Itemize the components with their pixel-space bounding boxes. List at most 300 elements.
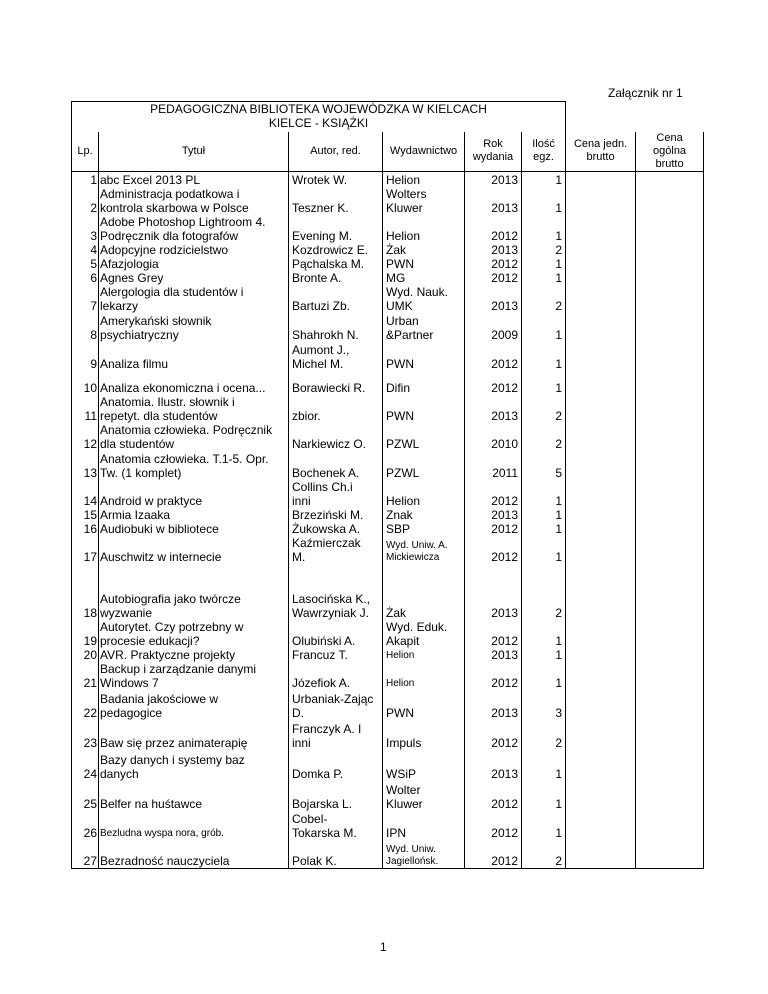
- cell-line: M.: [292, 549, 306, 564]
- cell-ilosc: 2: [522, 243, 566, 257]
- table-row: [72, 662, 704, 690]
- cell-wydawnictwo: [383, 480, 465, 508]
- cell-lp: 21: [72, 662, 99, 690]
- cell-wydawnictwo: [383, 522, 465, 536]
- cell-cena-ogolna: [636, 750, 704, 781]
- cell-wydawnictwo: [383, 840, 465, 869]
- cell-tytul: [99, 522, 289, 536]
- cell-ilosc: 3: [522, 690, 566, 720]
- cell-cena-ogolna: [636, 840, 704, 869]
- cell-wydawnictwo: [383, 536, 465, 564]
- cell-line: Analiza filmu: [100, 356, 169, 371]
- cell-line: Znak: [386, 507, 413, 522]
- cell-line: psychiatryczny: [100, 327, 179, 342]
- cell-cena-ogolna: [636, 451, 704, 480]
- book-table: [71, 101, 704, 869]
- cell-rok: 2012: [465, 840, 522, 869]
- cell-cena-ogolna: [636, 271, 704, 285]
- cell-line: Bochenek A.: [292, 465, 360, 480]
- cell-tytul: [99, 271, 289, 285]
- cell-ilosc: 1: [522, 648, 566, 662]
- cell-autor: [289, 648, 383, 662]
- cell-wydawnictwo: [383, 215, 465, 243]
- cell-wydawnictwo: [383, 720, 465, 750]
- cell-line: Autorytet. Czy potrzebny w: [100, 619, 244, 634]
- cell-line: Żak: [386, 242, 407, 257]
- cell-line: Agnes Grey: [100, 270, 164, 285]
- cell-lp: 11: [72, 395, 99, 423]
- cell-line: Kaźmierczak: [292, 535, 361, 550]
- cell-cena-jedn: [566, 508, 636, 522]
- cell-line: Shahrokh N.: [292, 327, 359, 342]
- cell-line: Helion: [386, 493, 421, 508]
- cell-lp: 9: [72, 342, 99, 371]
- cell-rok: 2012: [465, 620, 522, 648]
- cell-cena-ogolna: [636, 662, 704, 690]
- cell-lp: 8: [72, 313, 99, 342]
- cell-autor: [289, 720, 383, 750]
- cell-line: Difin: [386, 380, 411, 395]
- cell-tytul: [99, 243, 289, 257]
- cell-line: PZWL: [386, 436, 420, 451]
- cell-cena-jedn: [566, 215, 636, 243]
- cell-ilosc: 1: [522, 620, 566, 648]
- table-row: [72, 271, 704, 285]
- table-row: [72, 648, 704, 662]
- cell-ilosc: 1: [522, 215, 566, 243]
- cell-lp: 24: [72, 750, 99, 781]
- cell-autor: [289, 423, 383, 451]
- cell-lp: 5: [72, 257, 99, 271]
- cell-autor: [289, 690, 383, 720]
- cell-cena-ogolna: [636, 508, 704, 522]
- cell-line: Jagiellońsk.: [386, 856, 439, 867]
- cell-ilosc: 5: [522, 451, 566, 480]
- cell-autor: [289, 662, 383, 690]
- cell-line: Pąchalska M.: [292, 256, 365, 271]
- header-ilosc: Ilość egz.: [522, 132, 566, 172]
- header-tytul: Tytuł: [99, 132, 289, 172]
- cell-ilosc: 2: [522, 285, 566, 313]
- cell-line: Autobiografia jako twórcze: [100, 591, 241, 606]
- cell-cena-jedn: [566, 285, 636, 313]
- header-cena-jedn: Cena jedn. brutto: [566, 132, 636, 172]
- cell-line: PWN: [386, 356, 414, 371]
- cell-rok: 2012: [465, 536, 522, 564]
- cell-wydawnictwo: [383, 508, 465, 522]
- cell-rok: 2010: [465, 423, 522, 451]
- table-row: [72, 451, 704, 480]
- cell-wydawnictwo: [383, 451, 465, 480]
- cell-line: Badania jakościowe w: [100, 691, 219, 706]
- cell-wydawnictwo: [383, 648, 465, 662]
- cell-lp: 13: [72, 451, 99, 480]
- table-row: [72, 423, 704, 451]
- cell-line: Józefiok A.: [292, 675, 351, 690]
- table-row: [72, 243, 704, 257]
- table-row: [72, 187, 704, 215]
- cell-line: Żukowska A.: [292, 521, 361, 536]
- cell-cena-jedn: [566, 342, 636, 371]
- cell-line: Bartuzi Zb.: [292, 298, 351, 313]
- cell-line: danych: [100, 766, 139, 781]
- cell-line: AVR. Praktyczne projekty: [100, 647, 236, 662]
- table-row: [72, 215, 704, 243]
- cell-cena-ogolna: [636, 811, 704, 840]
- cell-wydawnictwo: [383, 313, 465, 342]
- cell-line: Wyd. Uniw.: [386, 844, 436, 855]
- cell-autor: [289, 371, 383, 395]
- cell-lp: 17: [72, 536, 99, 564]
- cell-lp: 18: [72, 564, 99, 620]
- cell-ilosc: 2: [522, 395, 566, 423]
- cell-cena-ogolna: [636, 620, 704, 648]
- cell-line: procesie edukacji?: [100, 633, 200, 648]
- cell-rok: 2013: [465, 508, 522, 522]
- cell-lp: 25: [72, 781, 99, 811]
- cell-cena-ogolna: [636, 648, 704, 662]
- table-row: [72, 371, 704, 395]
- cell-lp: 14: [72, 480, 99, 508]
- cell-line: Teszner K.: [292, 200, 349, 215]
- cell-wydawnictwo: [383, 285, 465, 313]
- cell-line: Evening M.: [292, 228, 353, 243]
- cell-line: Mickiewicza: [386, 551, 440, 563]
- cell-lp: 4: [72, 243, 99, 257]
- cell-line: Bojarska L.: [292, 796, 353, 811]
- cell-autor: [289, 342, 383, 371]
- cell-ilosc: 2: [522, 564, 566, 620]
- cell-lp: 12: [72, 423, 99, 451]
- cell-cena-jedn: [566, 662, 636, 690]
- cell-ilosc: 1: [522, 508, 566, 522]
- header-wydawnictwo: Wydawnictwo: [383, 132, 465, 172]
- cell-line: Brzeziński M.: [292, 507, 364, 522]
- cell-rok: 2011: [465, 451, 522, 480]
- table-row: [72, 750, 704, 781]
- cell-tytul: [99, 750, 289, 781]
- cell-line: lekarzy: [100, 298, 139, 313]
- cell-line: Bezludna wyspa nora, grób.: [100, 827, 224, 839]
- cell-line: Helion: [386, 172, 421, 187]
- header-cena-ogolna: Cena ogólna brutto: [636, 132, 704, 172]
- cell-line: Żak: [386, 605, 407, 620]
- cell-lp: 6: [72, 271, 99, 285]
- cell-tytul: [99, 811, 289, 840]
- cell-line: Wyd. Eduk.: [386, 619, 448, 634]
- table-row: [72, 342, 704, 371]
- header-rok: Rok wydania: [465, 132, 522, 172]
- cell-wydawnictwo: [383, 662, 465, 690]
- cell-line: zbior.: [292, 408, 321, 423]
- cell-line: Armia Izaaka: [100, 507, 171, 522]
- cell-autor: [289, 243, 383, 257]
- cell-cena-jedn: [566, 620, 636, 648]
- cell-rok: 2012: [465, 215, 522, 243]
- cell-line: Borawiecki R.: [292, 380, 366, 395]
- cell-cena-ogolna: [636, 313, 704, 342]
- cell-line: UMK: [386, 298, 413, 313]
- cell-line: Anatomia człowieka. T.1-5. Opr.: [100, 451, 269, 466]
- cell-lp: 1: [72, 172, 99, 187]
- cell-autor: [289, 522, 383, 536]
- cell-line: Tw. (1 komplet): [100, 465, 182, 480]
- cell-line: PWN: [386, 256, 414, 271]
- cell-cena-jedn: [566, 811, 636, 840]
- cell-line: wyzwanie: [100, 605, 153, 620]
- cell-rok: 2009: [465, 313, 522, 342]
- cell-line: Adobe Photoshop Lightroom 4.: [100, 214, 266, 229]
- table-row: [72, 172, 704, 187]
- cell-lp: 22: [72, 690, 99, 720]
- cell-line: Belfer na huśtawce: [100, 796, 203, 811]
- cell-line: Akapit: [386, 633, 420, 648]
- cell-tytul: [99, 720, 289, 750]
- cell-ilosc: 1: [522, 271, 566, 285]
- cell-lp: 27: [72, 840, 99, 869]
- cell-tytul: [99, 662, 289, 690]
- cell-lp: 26: [72, 811, 99, 840]
- cell-line: Adopcyjne rodzicielstwo: [100, 242, 229, 257]
- cell-tytul: [99, 285, 289, 313]
- cell-autor: [289, 620, 383, 648]
- cell-line: PWN: [386, 705, 414, 720]
- cell-wydawnictwo: [383, 371, 465, 395]
- cell-wydawnictwo: [383, 690, 465, 720]
- table-row: [72, 690, 704, 720]
- cell-cena-jedn: [566, 243, 636, 257]
- page-number: 1: [380, 940, 387, 954]
- cell-tytul: [99, 342, 289, 371]
- cell-line: abc Excel 2013 PL: [100, 172, 201, 187]
- cell-line: Amerykański słownik: [100, 313, 212, 328]
- cell-cena-ogolna: [636, 690, 704, 720]
- cell-line: Collins Ch.i: [292, 479, 353, 494]
- cell-autor: [289, 257, 383, 271]
- cell-line: Administracja podatkowa i: [100, 186, 240, 201]
- cell-line: Helion: [386, 677, 415, 689]
- cell-cena-ogolna: [636, 243, 704, 257]
- cell-line: Wrotek W.: [292, 172, 348, 187]
- cell-line: Cobel-: [292, 811, 328, 826]
- header-row: [72, 132, 704, 172]
- cell-tytul: [99, 480, 289, 508]
- cell-line: Impuls: [386, 735, 422, 750]
- cell-line: Franczyk A. I: [292, 721, 362, 736]
- cell-wydawnictwo: [383, 187, 465, 215]
- cell-ilosc: 1: [522, 536, 566, 564]
- cell-line: Alergologia dla studentów i: [100, 284, 244, 299]
- document-title: [72, 102, 566, 132]
- cell-cena-jedn: [566, 690, 636, 720]
- cell-tytul: [99, 215, 289, 243]
- cell-line: dla studentów: [100, 436, 175, 451]
- cell-wydawnictwo: [383, 423, 465, 451]
- cell-line: Kozdrowicz E.: [292, 242, 369, 257]
- cell-ilosc: 2: [522, 840, 566, 869]
- table-row: [72, 285, 704, 313]
- cell-autor: [289, 172, 383, 187]
- cell-line: Backup i zarządzanie danymi: [100, 661, 257, 676]
- cell-rok: 2013: [465, 750, 522, 781]
- cell-line: Wyd. Uniw. A.: [386, 539, 448, 551]
- cell-wydawnictwo: [383, 243, 465, 257]
- cell-cena-ogolna: [636, 285, 704, 313]
- cell-line: Bazy danych i systemy baz: [100, 752, 245, 767]
- cell-tytul: [99, 371, 289, 395]
- cell-line: Wyd. Nauk.: [386, 284, 448, 299]
- cell-line: Lasocińska K.,: [292, 591, 371, 606]
- cell-rok: 2012: [465, 371, 522, 395]
- cell-cena-ogolna: [636, 172, 704, 187]
- cell-line: Helion: [386, 649, 415, 661]
- cell-tytul: [99, 781, 289, 811]
- cell-cena-ogolna: [636, 371, 704, 395]
- table-row: [72, 720, 704, 750]
- cell-line: Baw się przez animaterapię: [100, 735, 248, 750]
- cell-line: PZWL: [386, 465, 420, 480]
- cell-autor: [289, 508, 383, 522]
- cell-cena-jedn: [566, 536, 636, 564]
- cell-tytul: [99, 564, 289, 620]
- cell-rok: 2013: [465, 395, 522, 423]
- cell-ilosc: 1: [522, 750, 566, 781]
- cell-wydawnictwo: [383, 342, 465, 371]
- cell-line: SBP: [386, 521, 411, 536]
- cell-line: Anatomia. Ilustr. słownik i: [100, 394, 235, 409]
- cell-cena-jedn: [566, 257, 636, 271]
- title-line-2: KIELCE - KSIĄŻKI: [268, 116, 369, 130]
- cell-tytul: [99, 187, 289, 215]
- cell-ilosc: 2: [522, 423, 566, 451]
- cell-cena-jedn: [566, 271, 636, 285]
- cell-line: repetyt. dla studentów: [100, 408, 218, 423]
- table-body: [72, 172, 704, 869]
- cell-tytul: [99, 172, 289, 187]
- cell-tytul: [99, 648, 289, 662]
- cell-rok: 2012: [465, 271, 522, 285]
- cell-rok: 2012: [465, 781, 522, 811]
- annex-label: Załącznik nr 1: [608, 86, 683, 100]
- cell-tytul: [99, 620, 289, 648]
- cell-line: Android w praktyce: [100, 493, 203, 508]
- cell-cena-ogolna: [636, 187, 704, 215]
- cell-ilosc: 1: [522, 313, 566, 342]
- cell-lp: 3: [72, 215, 99, 243]
- cell-ilosc: 1: [522, 480, 566, 508]
- cell-rok: 2012: [465, 480, 522, 508]
- cell-wydawnictwo: [383, 257, 465, 271]
- cell-autor: [289, 451, 383, 480]
- cell-lp: 10: [72, 371, 99, 395]
- cell-lp: 15: [72, 508, 99, 522]
- cell-cena-ogolna: [636, 480, 704, 508]
- table-row: [72, 522, 704, 536]
- cell-autor: [289, 564, 383, 620]
- cell-cena-jedn: [566, 840, 636, 869]
- cell-line: Polak K.: [292, 854, 337, 868]
- cell-cena-jedn: [566, 564, 636, 620]
- header-autor: Autor, red.: [289, 132, 383, 172]
- cell-cena-jedn: [566, 313, 636, 342]
- cell-rok: 2012: [465, 811, 522, 840]
- cell-line: Helion: [386, 228, 421, 243]
- cell-line: Narkiewicz O.: [292, 436, 367, 451]
- cell-line: Podręcznik dla fotografów: [100, 228, 239, 243]
- title-row: [72, 102, 704, 132]
- cell-lp: 19: [72, 620, 99, 648]
- cell-wydawnictwo: [383, 172, 465, 187]
- cell-line: D.: [292, 705, 304, 720]
- cell-rok: 2013: [465, 564, 522, 620]
- cell-cena-ogolna: [636, 536, 704, 564]
- cell-cena-jedn: [566, 423, 636, 451]
- cell-line: kontrola skarbowa w Polsce: [100, 200, 249, 215]
- cell-tytul: [99, 257, 289, 271]
- cell-line: Audiobuki w bibliotece: [100, 521, 219, 536]
- cell-rok: 2013: [465, 648, 522, 662]
- cell-cena-jedn: [566, 750, 636, 781]
- cell-wydawnictwo: [383, 620, 465, 648]
- cell-cena-jedn: [566, 172, 636, 187]
- cell-rok: 2012: [465, 662, 522, 690]
- cell-lp: 23: [72, 720, 99, 750]
- cell-line: Windows 7: [100, 675, 159, 690]
- cell-cena-jedn: [566, 451, 636, 480]
- cell-line: Analiza ekonomiczna i ocena...: [100, 380, 266, 395]
- cell-ilosc: 1: [522, 172, 566, 187]
- cell-wydawnictwo: [383, 564, 465, 620]
- cell-tytul: [99, 840, 289, 869]
- cell-lp: 7: [72, 285, 99, 313]
- cell-line: &Partner: [386, 327, 434, 342]
- header-lp: Lp.: [72, 132, 99, 172]
- cell-cena-ogolna: [636, 522, 704, 536]
- cell-line: Wawrzyniak J.: [292, 605, 369, 620]
- cell-cena-ogolna: [636, 781, 704, 811]
- cell-cena-ogolna: [636, 257, 704, 271]
- cell-line: inni: [292, 493, 311, 508]
- cell-ilosc: 2: [522, 720, 566, 750]
- cell-autor: [289, 781, 383, 811]
- cell-cena-ogolna: [636, 215, 704, 243]
- cell-rok: 2012: [465, 257, 522, 271]
- table-row: [72, 508, 704, 522]
- cell-rok: 2012: [465, 720, 522, 750]
- cell-cena-jedn: [566, 648, 636, 662]
- cell-autor: [289, 480, 383, 508]
- cell-rok: 2012: [465, 522, 522, 536]
- cell-autor: [289, 271, 383, 285]
- cell-line: Kluwer: [386, 796, 423, 811]
- cell-autor: [289, 187, 383, 215]
- cell-cena-ogolna: [636, 423, 704, 451]
- table-row: [72, 620, 704, 648]
- cell-line: Urban: [386, 313, 419, 328]
- cell-wydawnictwo: [383, 395, 465, 423]
- table-row: [72, 536, 704, 564]
- cell-cena-jedn: [566, 781, 636, 811]
- cell-line: inni: [292, 735, 311, 750]
- cell-line: Domka P.: [292, 766, 344, 781]
- cell-line: Anatomia człowieka. Podręcznik: [100, 422, 273, 437]
- cell-cena-jedn: [566, 395, 636, 423]
- cell-line: Bronte A.: [292, 270, 342, 285]
- cell-cena-ogolna: [636, 342, 704, 371]
- cell-autor: [289, 215, 383, 243]
- cell-ilosc: 1: [522, 781, 566, 811]
- cell-rok: 2013: [465, 172, 522, 187]
